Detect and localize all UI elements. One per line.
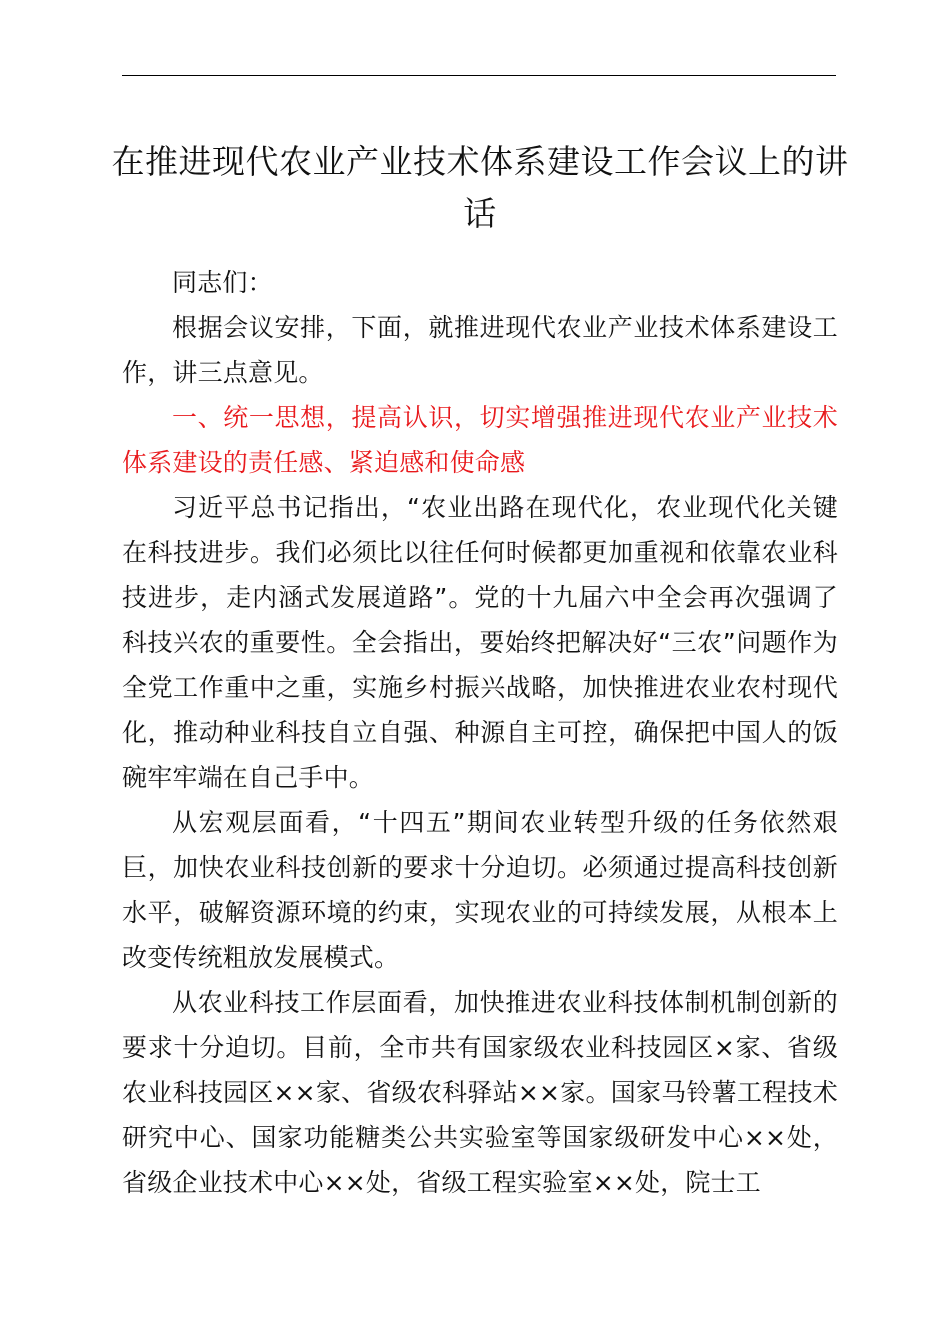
body-paragraph: 从农业科技工作层面看，加快推进农业科技体制机制创新的要求十分迫切。目前，全市共有国家级农业科技园区×家、省级农业科技园区××家、省级农科驿站××家。国家马铃薯工程技术研究中心、国家功能糖类公共实验室等国家级研发中心××处，省级企业技术中心××处，省级工程实验室××处，院士工	[122, 988, 838, 1197]
header-rule	[122, 75, 836, 76]
intro-paragraph: 根据会议安排，下面，就推进现代农业产业技术体系建设工作，讲三点意见。	[122, 313, 838, 387]
body-paragraph: 习近平总书记指出，“农业出路在现代化，农业现代化关键在科技进步。我们必须比以往任何时候都更加重视和依靠农业科技进步，走内涵式发展道路”。党的十九届六中全会再次强调了科技兴农的重要性。全会指出，要始终把解决好“三农”问题作为全党工作重中之重，实施乡村振兴战略，加快推进农业农村现代化，推动种业科技自立自强、种源自主可控，确保把中国人的饭碗牢牢端在自己手中。	[122, 493, 838, 792]
section-heading-1: 一、统一思想，提高认识，切实增强推进现代农业产业技术体系建设的责任感、紧迫感和使命感	[122, 403, 838, 477]
body-paragraph: 从宏观层面看，“十四五”期间农业转型升级的任务依然艰巨，加快农业科技创新的要求十分迫切。必须通过提高科技创新水平，破解资源环境的约束，实现农业的可持续发展，从根本上改变传统粗放发展模式。	[122, 808, 838, 972]
salutation: 同志们：	[172, 268, 273, 297]
document-body	[122, 260, 838, 1205]
document-title: 在推进现代农业产业技术体系建设工作会议上的讲话	[111, 142, 849, 233]
